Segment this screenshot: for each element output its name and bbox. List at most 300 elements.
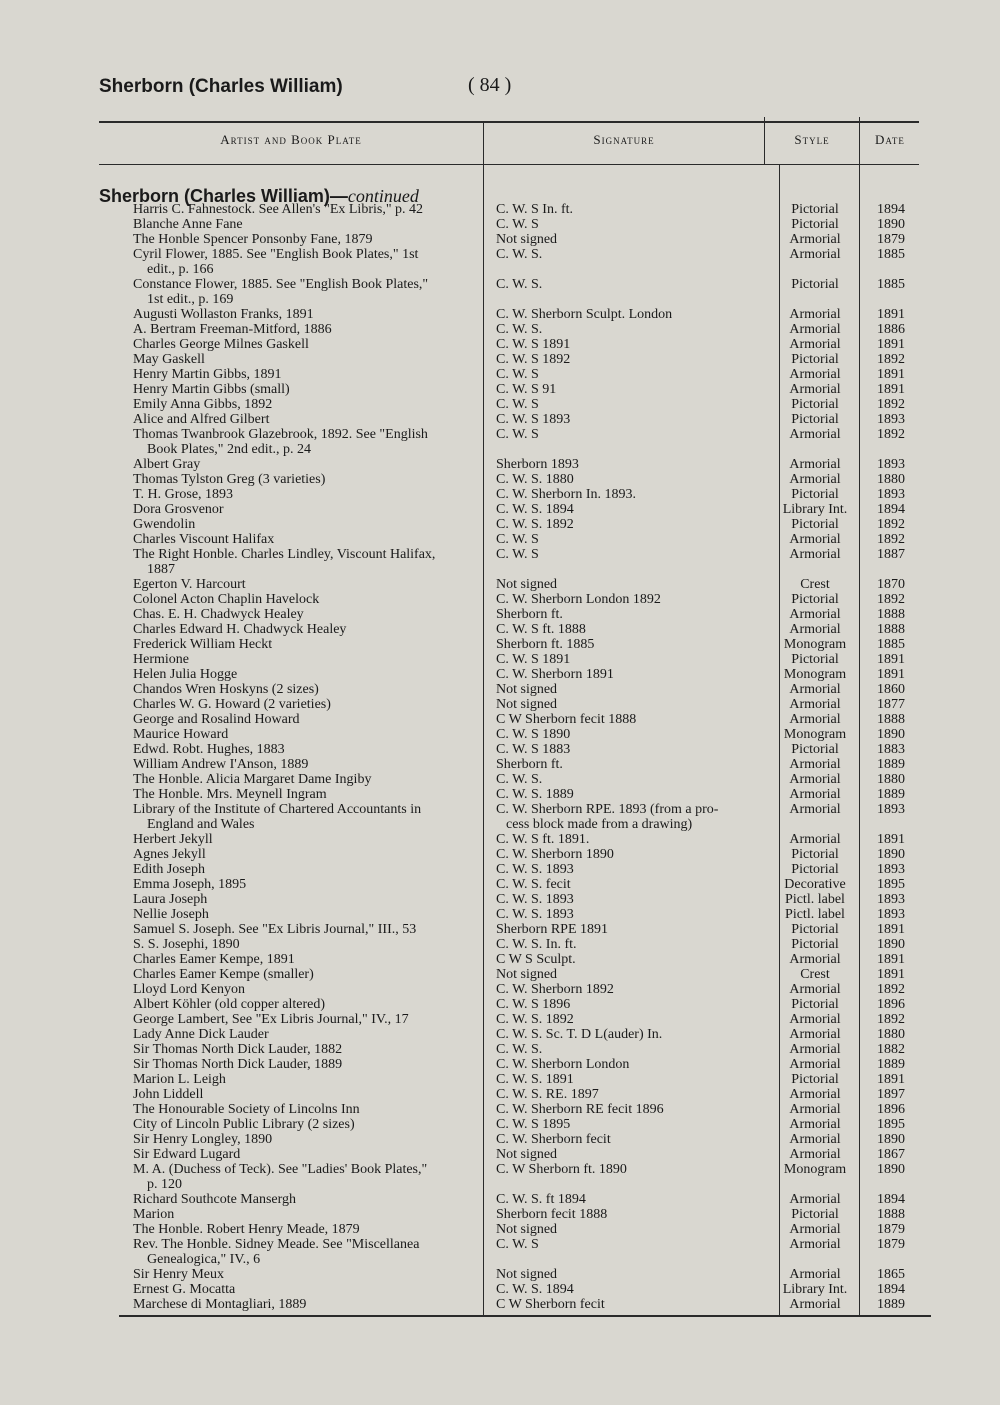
entry-name xyxy=(133,1282,485,1297)
entry-signature: Sherborn 1893 xyxy=(496,457,579,472)
entry-name xyxy=(133,952,485,967)
entry-name xyxy=(133,712,485,727)
entry-name xyxy=(133,202,485,217)
entry-signature: Sherborn ft. xyxy=(496,607,563,622)
entry-name-text: Frederick William Heckt xyxy=(133,637,273,652)
entry-name xyxy=(133,1162,485,1192)
entry-date: 1891 xyxy=(877,967,905,982)
entry-name-text: Chandos Wren Hoskyns (2 sizes) xyxy=(133,682,319,697)
entry-style: Library Int. xyxy=(782,502,848,517)
entry-style: Pictorial xyxy=(791,742,839,757)
entry-date: 1891 xyxy=(877,922,905,937)
entry-name xyxy=(133,352,485,367)
table-row xyxy=(0,592,1000,607)
table-row xyxy=(0,877,1000,892)
entry-date: 1891 xyxy=(877,667,905,682)
table-row xyxy=(0,502,1000,517)
entry-signature: C. W. S. xyxy=(496,247,543,262)
table-row xyxy=(0,1072,1000,1087)
entry-name-text: Emily Anna Gibbs, 1892 xyxy=(133,397,273,412)
entry-style: Armorial xyxy=(789,1192,841,1207)
entry-style: Pictorial xyxy=(791,412,839,427)
entry-date: 1889 xyxy=(877,1297,905,1312)
table-row xyxy=(0,1162,1000,1192)
entry-style: Armorial xyxy=(789,832,841,847)
entry-date: 1867 xyxy=(877,1147,905,1162)
entry-name-text: Rev. The Honble. Sidney Meade. See "Miscellanea xyxy=(133,1237,420,1252)
entry-signature: C. W. S xyxy=(496,532,539,547)
entry-date: 1879 xyxy=(877,232,905,247)
entry-style: Pictorial xyxy=(791,922,839,937)
top-rule xyxy=(99,121,919,123)
entry-name xyxy=(133,1192,485,1207)
entry-style: Armorial xyxy=(789,982,841,997)
entry-signature: C. W. S. 1889 xyxy=(496,787,574,802)
entry-signature: C W Sherborn fecit xyxy=(496,1297,605,1312)
entry-date: 1894 xyxy=(877,502,905,517)
entry-date: 1889 xyxy=(877,757,905,772)
entry-style: Armorial xyxy=(789,712,841,727)
entry-date: 1893 xyxy=(877,802,905,817)
entry-signature: C. W. Sherborn London xyxy=(496,1057,630,1072)
entry-signature: C. W. S xyxy=(496,367,539,382)
entry-style: Crest xyxy=(800,967,830,982)
entry-date: 1891 xyxy=(877,367,905,382)
entry-date: 1891 xyxy=(877,1072,905,1087)
entry-signature: C. W. S. 1891 xyxy=(496,1072,574,1087)
entry-date: 1865 xyxy=(877,1267,905,1282)
entry-signature: Not signed xyxy=(496,232,558,247)
entry-name-text: The Honble Spencer Ponsonby Fane, 1879 xyxy=(133,232,373,247)
entry-name-text: Gwendolin xyxy=(133,517,196,532)
table-row xyxy=(0,907,1000,922)
entry-name-text: City of Lincoln Public Library (2 sizes) xyxy=(133,1117,355,1132)
entry-name-text: Charles W. G. Howard (2 varieties) xyxy=(133,697,331,712)
entry-signature: C. W. S 1891 xyxy=(496,337,571,352)
page-number: ( 84 ) xyxy=(468,74,512,96)
table-row xyxy=(0,997,1000,1012)
entry-date: 1894 xyxy=(877,1282,905,1297)
table-row xyxy=(0,667,1000,682)
entry-date: 1894 xyxy=(877,1192,905,1207)
section-title: Sherborn (Charles William)—continued xyxy=(99,186,419,206)
column-header-signature: Signature xyxy=(593,132,655,147)
table-row xyxy=(0,1117,1000,1132)
table-row xyxy=(0,1012,1000,1027)
entry-name-text: Egerton V. Harcourt xyxy=(133,577,246,592)
entry-date: 1893 xyxy=(877,457,905,472)
entry-date: 1880 xyxy=(877,772,905,787)
entry-name xyxy=(133,532,485,547)
entry-style: Armorial xyxy=(789,532,841,547)
table-row xyxy=(0,1087,1000,1102)
entry-signature: Not signed xyxy=(496,682,558,697)
entry-name-text: Sir Henry Longley, 1890 xyxy=(133,1132,273,1147)
entry-signature: C. W. S 1891 xyxy=(496,652,571,667)
entry-name-continuation: Book Plates," 2nd edit., p. 24 xyxy=(147,442,311,457)
entry-name-text: Charles Eamer Kempe (smaller) xyxy=(133,967,314,982)
entry-name xyxy=(133,787,485,802)
entry-name-text: Charles Viscount Halifax xyxy=(133,532,275,547)
entry-name-text: Chas. E. H. Chadwyck Healey xyxy=(133,607,304,622)
entry-name-text: Ernest G. Mocatta xyxy=(133,1282,236,1297)
column-header-date: Date xyxy=(875,132,905,147)
entry-signature: C. W. Sherborn Sculpt. London xyxy=(496,307,673,322)
entry-signature: C. W. Sherborn 1890 xyxy=(496,847,614,862)
entry-name xyxy=(133,277,485,307)
entry-style: Armorial xyxy=(789,247,841,262)
entry-signature: C. W. S xyxy=(496,427,539,442)
entry-signature: C. W Sherborn ft. 1890 xyxy=(496,1162,627,1177)
entry-name xyxy=(133,847,485,862)
entry-date: 1880 xyxy=(877,472,905,487)
entry-style: Pictorial xyxy=(791,487,839,502)
entry-signature: C. W. S xyxy=(496,547,539,562)
entry-name xyxy=(133,727,485,742)
entry-name-text: The Honble. Robert Henry Meade, 1879 xyxy=(133,1222,360,1237)
entry-name-text: Sir Thomas North Dick Lauder, 1889 xyxy=(133,1057,343,1072)
table-row xyxy=(0,772,1000,787)
entry-date: 1892 xyxy=(877,517,905,532)
table-row xyxy=(0,1192,1000,1207)
entry-name-continuation: p. 120 xyxy=(147,1177,182,1192)
entry-date: 1892 xyxy=(877,397,905,412)
entry-name xyxy=(133,1027,485,1042)
entry-name xyxy=(133,1207,485,1222)
entry-name xyxy=(133,1042,485,1057)
table-row xyxy=(0,982,1000,997)
entry-name-text: Edith Joseph xyxy=(133,862,205,877)
entry-date: 1893 xyxy=(877,412,905,427)
entry-name xyxy=(133,982,485,997)
entry-date: 1885 xyxy=(877,247,905,262)
table-row xyxy=(0,532,1000,547)
entry-date: 1885 xyxy=(877,637,905,652)
table-row xyxy=(0,577,1000,592)
entry-date: 1888 xyxy=(877,712,905,727)
entry-signature: C. W. S. xyxy=(496,322,543,337)
entry-name xyxy=(133,667,485,682)
entry-style: Pictorial xyxy=(791,202,839,217)
table-row xyxy=(0,607,1000,622)
entry-name xyxy=(133,247,485,277)
table-row xyxy=(0,847,1000,862)
entry-name xyxy=(133,922,485,937)
entry-style: Armorial xyxy=(789,1222,841,1237)
entry-date: 1896 xyxy=(877,1102,905,1117)
entry-date: 1890 xyxy=(877,217,905,232)
entry-name xyxy=(133,547,485,577)
entry-name xyxy=(133,397,485,412)
entry-name-text: Sir Henry Meux xyxy=(133,1267,224,1282)
table-row xyxy=(0,322,1000,337)
entry-date: 1887 xyxy=(877,547,905,562)
entry-style: Monogram xyxy=(783,727,847,742)
table-row xyxy=(0,652,1000,667)
entry-name-text: Thomas Tylston Greg (3 varieties) xyxy=(133,472,326,487)
entry-name xyxy=(133,607,485,622)
entry-signature: C. W. S xyxy=(496,1237,539,1252)
entry-signature: C. W. S. xyxy=(496,772,543,787)
entries-table xyxy=(0,202,1000,1312)
entry-name-text: Nellie Joseph xyxy=(133,907,209,922)
entry-name xyxy=(133,232,485,247)
entry-name xyxy=(133,412,485,427)
entry-name xyxy=(133,322,485,337)
entry-style: Armorial xyxy=(789,1102,841,1117)
entry-name xyxy=(133,307,485,322)
table-row xyxy=(0,637,1000,652)
entry-signature: C. W. S. 1894 xyxy=(496,502,574,517)
entry-name-continuation: 1887 xyxy=(147,562,175,577)
entry-style: Armorial xyxy=(789,307,841,322)
entry-date: 1888 xyxy=(877,607,905,622)
table-row xyxy=(0,862,1000,877)
entry-signature: C. W. S 1892 xyxy=(496,352,571,367)
entry-name-text: Lloyd Lord Kenyon xyxy=(133,982,245,997)
table-row xyxy=(0,727,1000,742)
entry-style: Pictorial xyxy=(791,517,839,532)
entry-date: 1889 xyxy=(877,787,905,802)
entry-style: Armorial xyxy=(789,1267,841,1282)
entry-name-text: Marion L. Leigh xyxy=(133,1072,226,1087)
entry-name-text: Constance Flower, 1885. See "English Book Plates," xyxy=(133,277,429,292)
entry-style: Armorial xyxy=(789,1042,841,1057)
entry-style: Armorial xyxy=(789,427,841,442)
entry-date: 1891 xyxy=(877,652,905,667)
entry-date: 1890 xyxy=(877,1132,905,1147)
entry-name xyxy=(133,937,485,952)
entry-name xyxy=(133,877,485,892)
entry-name xyxy=(133,427,485,457)
entry-signature: C. W. S 1890 xyxy=(496,727,571,742)
entry-signature: C. W. S. 1880 xyxy=(496,472,574,487)
entry-name-text: A. Bertram Freeman-Mitford, 1886 xyxy=(133,322,332,337)
entry-name-text: May Gaskell xyxy=(133,352,205,367)
entry-style: Armorial xyxy=(789,607,841,622)
entry-name-text: Sir Thomas North Dick Lauder, 1882 xyxy=(133,1042,343,1057)
entry-name-text: Herbert Jekyll xyxy=(133,832,213,847)
entry-style: Decorative xyxy=(784,877,846,892)
entry-name-text: Blanche Anne Fane xyxy=(133,217,243,232)
entry-style: Crest xyxy=(800,577,830,592)
entry-date: 1890 xyxy=(877,1162,905,1177)
entry-name-text: The Honble. Mrs. Meynell Ingram xyxy=(133,787,327,802)
entry-date: 1891 xyxy=(877,337,905,352)
table-row xyxy=(0,802,1000,832)
entry-signature-continuation: cess block made from a drawing) xyxy=(506,817,693,832)
entry-signature: C. W. S. 1893 xyxy=(496,862,574,877)
table-row xyxy=(0,517,1000,532)
entry-signature: C. W. Sherborn 1892 xyxy=(496,982,614,997)
entry-name-continuation: edit., p. 166 xyxy=(147,262,214,277)
table-row xyxy=(0,367,1000,382)
entry-signature: C. W. S. 1893 xyxy=(496,892,574,907)
entry-name xyxy=(133,1297,485,1312)
table-row xyxy=(0,832,1000,847)
entry-date: 1892 xyxy=(877,592,905,607)
entry-signature: Sherborn RPE 1891 xyxy=(496,922,608,937)
table-row xyxy=(0,487,1000,502)
entry-style: Armorial xyxy=(789,1012,841,1027)
entry-signature: Not signed xyxy=(496,1222,558,1237)
entry-style: Armorial xyxy=(789,1297,841,1312)
entry-name-continuation: 1st edit., p. 169 xyxy=(147,292,234,307)
entry-name xyxy=(133,577,485,592)
entry-style: Monogram xyxy=(783,1162,847,1177)
entry-name xyxy=(133,502,485,517)
entry-style: Armorial xyxy=(789,1117,841,1132)
entry-name-text: Harris C. Fahnestock. See Allen's "Ex Libris," p. 42 xyxy=(133,202,424,217)
entry-signature: C. W. S ft. 1891. xyxy=(496,832,590,847)
entry-name xyxy=(133,772,485,787)
table-row xyxy=(0,742,1000,757)
entry-signature: C. W. Sherborn RPE. 1893 (from a pro- cess block made from a drawing) xyxy=(496,802,766,832)
table-row xyxy=(0,1102,1000,1117)
entry-style: Pictorial xyxy=(791,592,839,607)
entry-name-text: Alice and Alfred Gilbert xyxy=(133,412,270,427)
entry-name xyxy=(133,1102,485,1117)
table-row xyxy=(0,232,1000,247)
table-row xyxy=(0,472,1000,487)
entry-date: 1892 xyxy=(877,427,905,442)
entry-name-text: Agnes Jekyll xyxy=(133,847,206,862)
entry-style: Pictorial xyxy=(791,847,839,862)
entry-date: 1894 xyxy=(877,202,905,217)
entry-signature: C. W. S. 1892 xyxy=(496,1012,574,1027)
entry-name xyxy=(133,1072,485,1087)
entry-signature: C. W. Sherborn fecit xyxy=(496,1132,611,1147)
entry-signature: C. W. S 1896 xyxy=(496,997,571,1012)
entry-signature: Sherborn ft. xyxy=(496,757,563,772)
entry-name xyxy=(133,622,485,637)
entry-signature: C. W. S. 1894 xyxy=(496,1282,574,1297)
entry-date: 1891 xyxy=(877,382,905,397)
entry-style: Library Int. xyxy=(782,1282,848,1297)
entry-name-text: Helen Julia Hogge xyxy=(133,667,238,682)
entry-style: Armorial xyxy=(789,367,841,382)
entry-name xyxy=(133,1237,485,1267)
entry-date: 1890 xyxy=(877,727,905,742)
entry-name xyxy=(133,217,485,232)
entry-date: 1891 xyxy=(877,832,905,847)
entry-date: 1893 xyxy=(877,907,905,922)
entry-name xyxy=(133,487,485,502)
entry-name-continuation: England and Wales xyxy=(147,817,255,832)
running-head-author: Sherborn (Charles William) xyxy=(99,76,343,97)
entry-signature: C. W. S. RE. 1897 xyxy=(496,1087,599,1102)
entry-name-text: Dora Grosvenor xyxy=(133,502,224,517)
entry-name-text: Charles Eamer Kempe, 1891 xyxy=(133,952,295,967)
table-row xyxy=(0,1057,1000,1072)
entry-date: 1892 xyxy=(877,1012,905,1027)
entry-signature: Not signed xyxy=(496,577,558,592)
table-row xyxy=(0,427,1000,457)
entry-name xyxy=(133,907,485,922)
entry-date: 1877 xyxy=(877,697,905,712)
entry-date: 1893 xyxy=(877,862,905,877)
table-row xyxy=(0,892,1000,907)
entry-date: 1891 xyxy=(877,307,905,322)
entry-style: Armorial xyxy=(789,622,841,637)
entry-signature: Not signed xyxy=(496,1147,558,1162)
entry-date: 1860 xyxy=(877,682,905,697)
entry-name xyxy=(133,472,485,487)
entry-date: 1896 xyxy=(877,997,905,1012)
table-row xyxy=(0,1297,1000,1312)
entry-style: Armorial xyxy=(789,802,841,817)
entry-style: Armorial xyxy=(789,772,841,787)
entry-name-text: Library of the Institute of Chartered Accountants in xyxy=(133,802,422,817)
entry-name-text: Henry Martin Gibbs, 1891 xyxy=(133,367,282,382)
entry-name xyxy=(133,967,485,982)
entry-date: 1895 xyxy=(877,1117,905,1132)
entry-style: Armorial xyxy=(789,952,841,967)
entry-name-continuation: Genealogica," IV., 6 xyxy=(147,1252,261,1267)
entry-style: Armorial xyxy=(789,1132,841,1147)
table-row xyxy=(0,382,1000,397)
entry-style: Monogram xyxy=(783,637,847,652)
entry-name xyxy=(133,892,485,907)
entry-style: Pictorial xyxy=(791,862,839,877)
entry-style: Pictorial xyxy=(791,397,839,412)
entry-name xyxy=(133,1117,485,1132)
entry-date: 1892 xyxy=(877,352,905,367)
entry-name-text: Thomas Twanbrook Glazebrook, 1892. See "English xyxy=(133,427,428,442)
entry-style: Armorial xyxy=(789,382,841,397)
entry-style: Armorial xyxy=(789,472,841,487)
entry-style: Armorial xyxy=(789,787,841,802)
table-row xyxy=(0,352,1000,367)
table-row xyxy=(0,397,1000,412)
entry-date: 1892 xyxy=(877,532,905,547)
entry-name-text: T. H. Grose, 1893 xyxy=(133,487,234,502)
entry-signature: C. W. Sherborn London 1892 xyxy=(496,592,661,607)
entry-name-text: Marion xyxy=(133,1207,175,1222)
entry-signature: C. W. S 91 xyxy=(496,382,557,397)
table-row xyxy=(0,247,1000,277)
table-row xyxy=(0,412,1000,427)
entry-name xyxy=(133,1267,485,1282)
entry-name-text: Augusti Wollaston Franks, 1891 xyxy=(133,307,314,322)
table-row xyxy=(0,682,1000,697)
entry-style: Armorial xyxy=(789,457,841,472)
entry-style: Armorial xyxy=(789,1027,841,1042)
entry-signature: Not signed xyxy=(496,967,558,982)
entry-date: 1880 xyxy=(877,1027,905,1042)
entry-name-text: John Liddell xyxy=(133,1087,204,1102)
table-row xyxy=(0,1132,1000,1147)
entry-date: 1888 xyxy=(877,622,905,637)
entry-name-text: Edwd. Robt. Hughes, 1883 xyxy=(133,742,285,757)
table-row xyxy=(0,1207,1000,1222)
entry-name xyxy=(133,652,485,667)
entry-name-text: Colonel Acton Chaplin Havelock xyxy=(133,592,320,607)
entry-name xyxy=(133,682,485,697)
table-row xyxy=(0,457,1000,472)
entry-style: Armorial xyxy=(789,757,841,772)
bottom-rule xyxy=(119,1315,931,1317)
entry-date: 1882 xyxy=(877,1042,905,1057)
entry-signature: C. W. S. xyxy=(496,277,543,292)
entry-name-text: Henry Martin Gibbs (small) xyxy=(133,382,290,397)
table-row xyxy=(0,547,1000,577)
header-bottom-rule xyxy=(99,164,919,165)
entry-date: 1891 xyxy=(877,952,905,967)
entry-signature: C. W. S 1895 xyxy=(496,1117,571,1132)
entry-name xyxy=(133,742,485,757)
entry-name xyxy=(133,1057,485,1072)
